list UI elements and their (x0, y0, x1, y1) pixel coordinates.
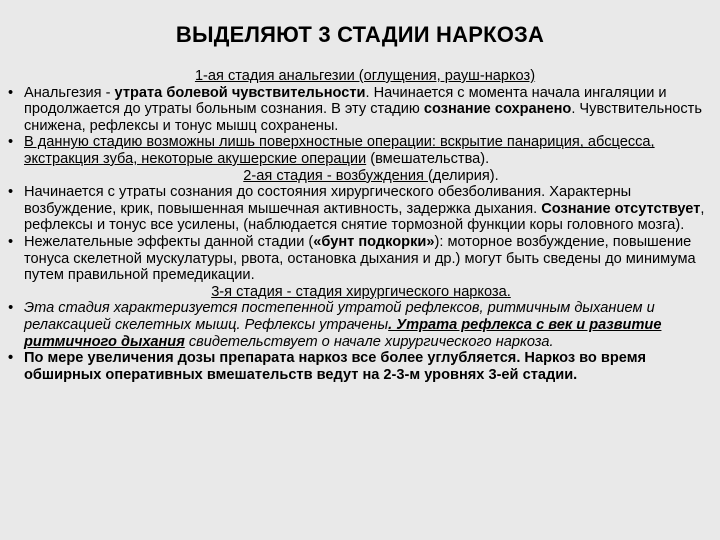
stage-2-heading-underlined: 2-ая стадия - возбуждения (243, 167, 428, 184)
stage-1-heading: 1-ая стадия анальгезии (оглущения, рауш-наркоз) (194, 68, 536, 84)
bullet-emphasis: Сознание отсутствует (541, 200, 701, 217)
bullet-emphasis: . Утрата рефлекса с век и развитие ритмичного дыхания (24, 316, 662, 350)
bullet-emphasis: сознание сохранено (423, 101, 572, 118)
bullet-text: свидетельствует о начале хирургического наркоза. (184, 333, 554, 350)
stage-1-bullet-2 (8, 134, 714, 167)
stage-1-bullet-1 (8, 85, 714, 135)
stage-2-bullet-1 (8, 184, 714, 234)
bullet-text: По мере увеличения дозы препарата наркоз все более углубляется. Наркоз во время обширных оперативных вмешательств ведут на 2-3-м уровнях 3-ей стадии. (24, 350, 647, 383)
slide-title: ВЫДЕЛЯЮТ 3 СТАДИИ НАРКОЗА (175, 22, 545, 47)
bullet-text: Анальгезия - (24, 84, 115, 101)
bullet-text: . Начинается с момента начала ингаляции и продолжается до утраты больным сознания. В эту стадию (24, 84, 667, 118)
bullet-emphasis: утрата болевой чувствительности (114, 84, 366, 101)
bullet-text: ): моторное возбуждение, повышение тонуса скелетной мускулатуры, рвота, остановка дыхания и др.) могут быть сведены до минимума путем правильной премедикации. (24, 233, 696, 284)
bullet-text: . Чувствительность снижена, рефлексы и тонус мышц сохранены. (24, 101, 702, 134)
stage-2-heading (8, 168, 714, 185)
slide-content (8, 68, 714, 383)
bullet-text: Нежелательные эффекты данной стадии ( (24, 233, 314, 250)
bullet-text: Эта стадия характеризуется постепенной утратой рефлексов, ритмичным дыханием и релаксацией скелетных мышц. Рефлексы утрачены (24, 300, 655, 333)
bullet-text: (вмешательства). (366, 150, 490, 167)
bullet-text: , рефлексы и тонус все усилены, (наблюдается снятие тормозной функции коры головного мозга). (24, 200, 705, 234)
bullet-text: Начинается с утраты сознания до состояния хирургического обезболивания. Характерны возбуждение, крик, повышенная мышечная активность, задержка дыхания. (24, 184, 632, 217)
stage-2-bullet-2 (8, 234, 714, 284)
stage-2-heading-rest: (делирия). (427, 167, 499, 184)
bullet-underlined: В данную стадию возможны лишь поверхностные операции: вскрытие панариция, абсцесса, экстракция зуба, некоторые акушерские операции (24, 134, 655, 167)
stage-3-bullet-2 (8, 350, 714, 383)
stage-3-heading: 3-я стадия - стадия хирургического наркоза. (211, 283, 511, 300)
stage-3-bullet-1 (8, 300, 714, 350)
bullet-emphasis: «бунт подкорки» (313, 233, 435, 250)
